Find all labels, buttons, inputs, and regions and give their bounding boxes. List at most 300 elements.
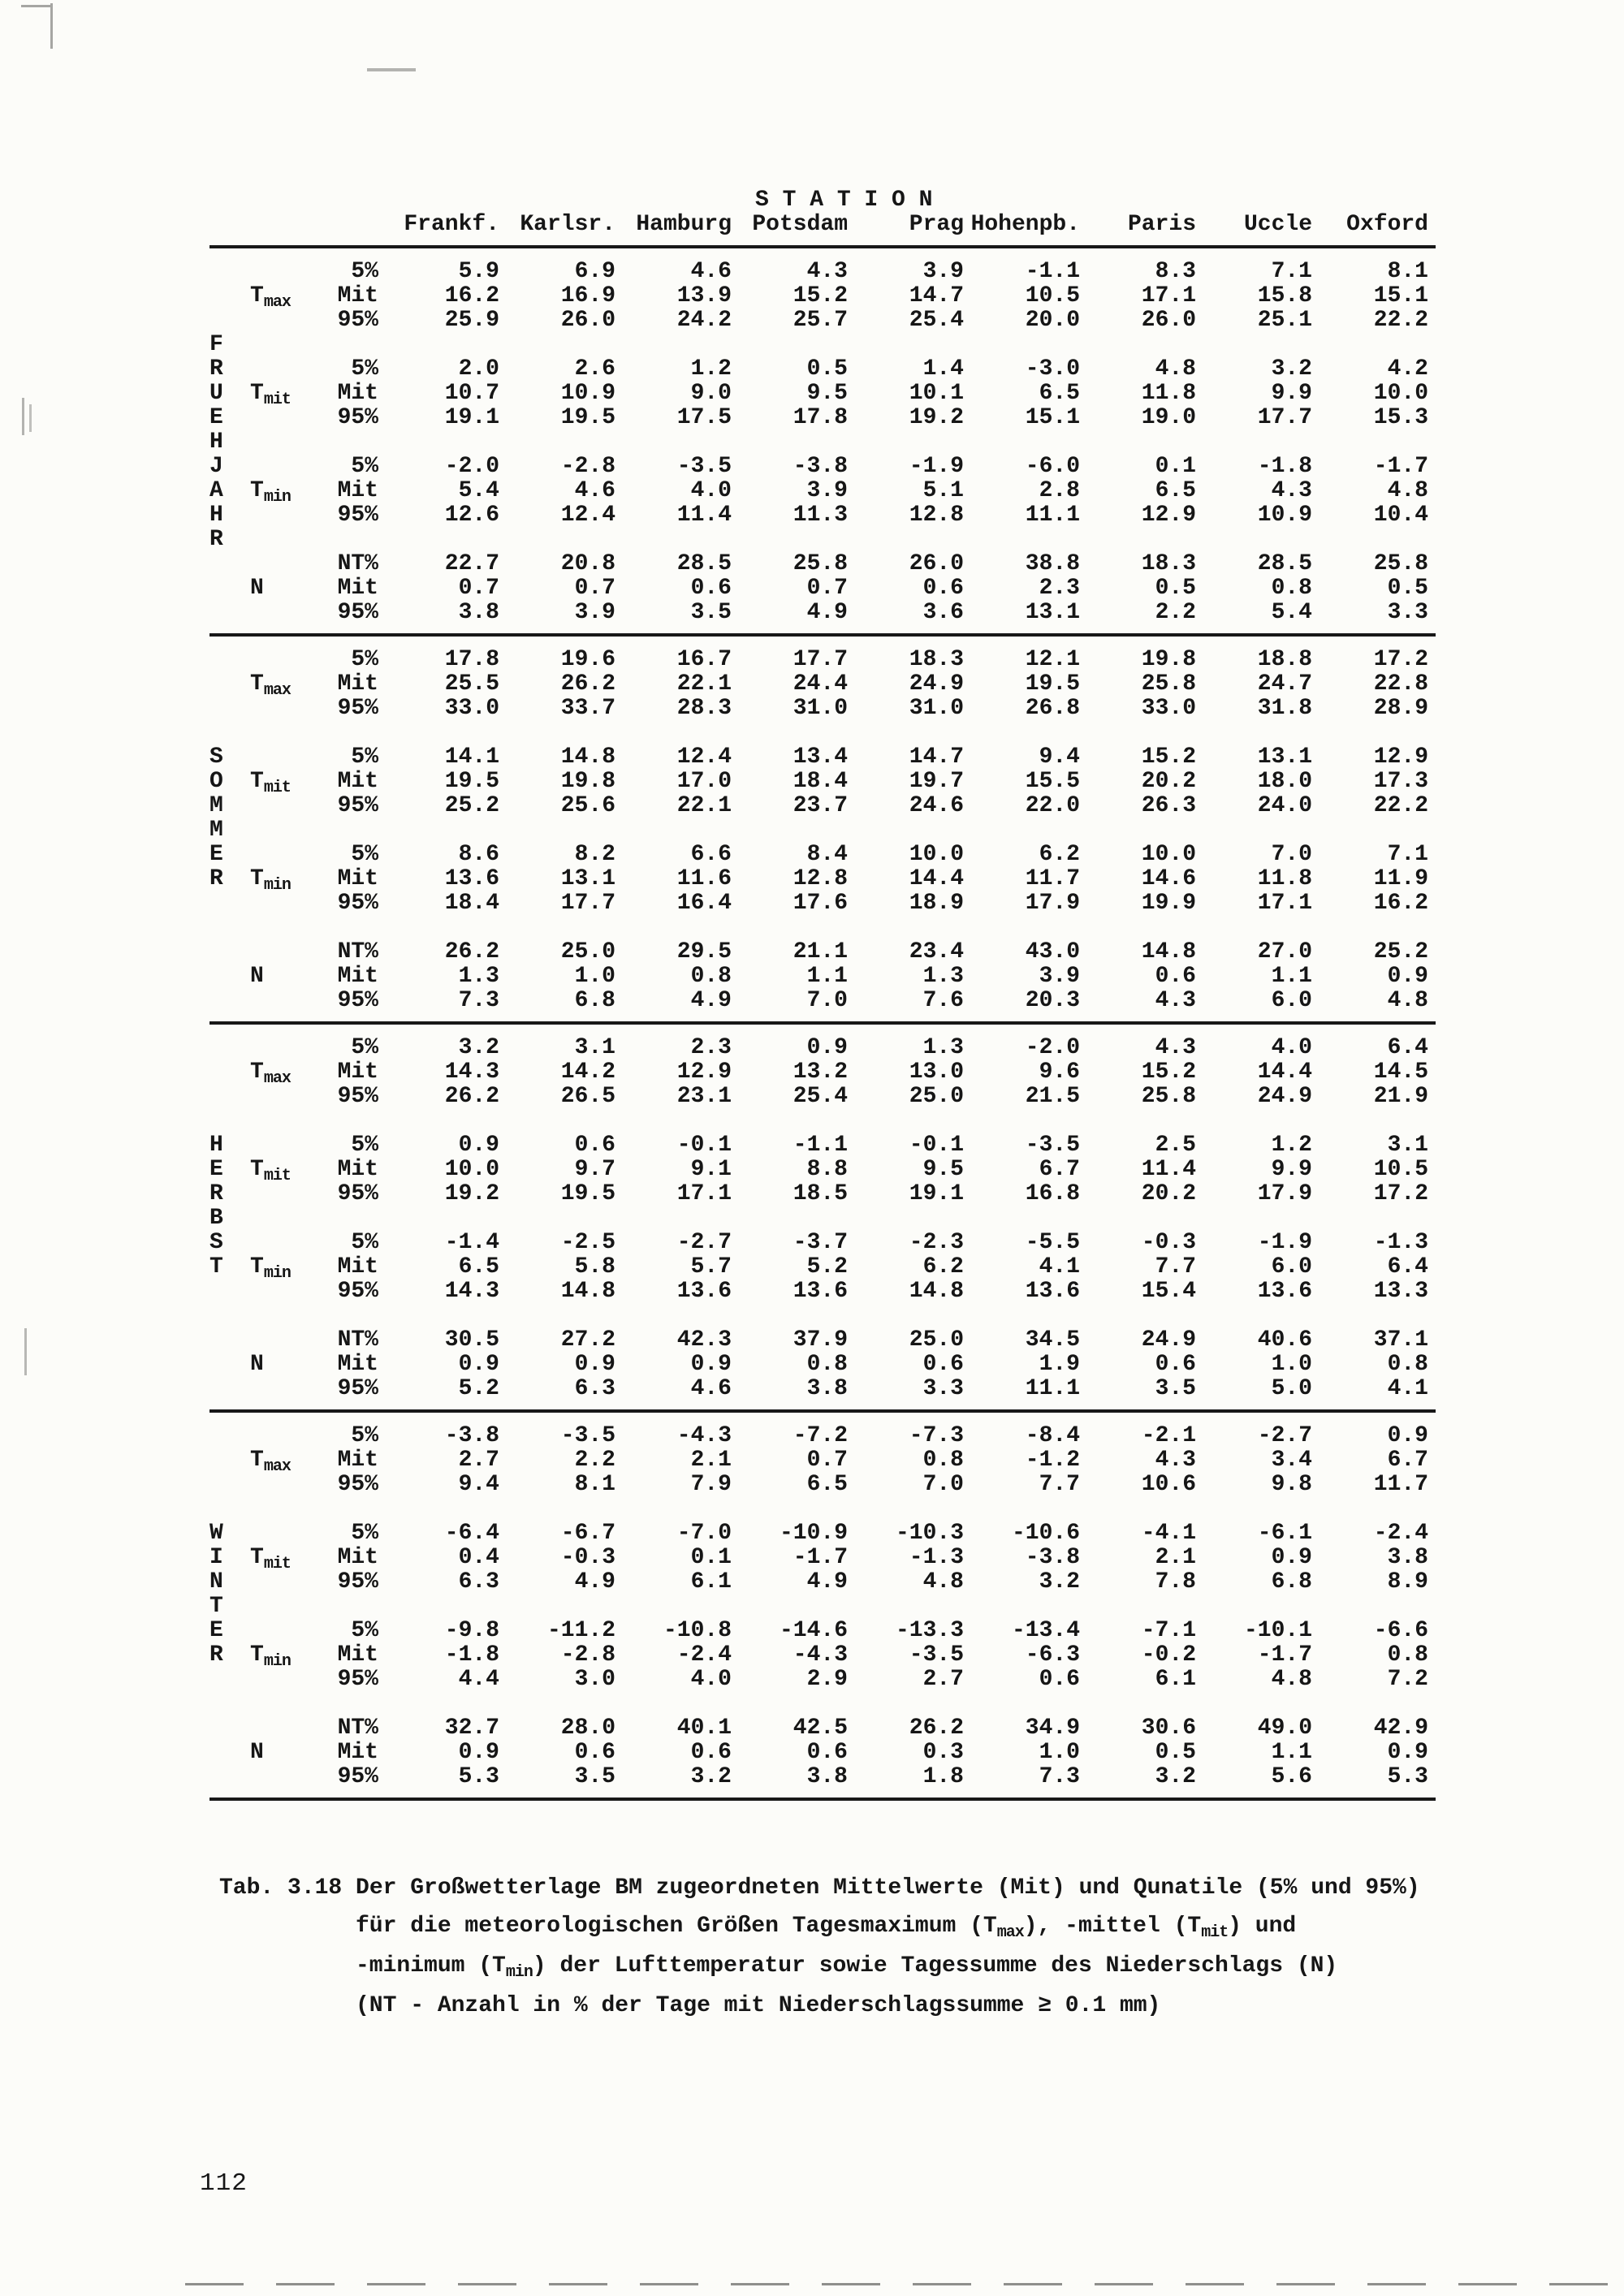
cell-value: 12.1 (1025, 647, 1080, 672)
table-row (209, 1424, 1436, 1448)
quantile-label: 95% (337, 1279, 378, 1304)
cell-value: 21.1 (793, 939, 848, 965)
cell-value: 5.0 (1271, 1376, 1312, 1401)
spacer (209, 213, 250, 237)
cell-value: 2.0 (458, 356, 499, 382)
caption-text: ), -mittel (T (1023, 1914, 1202, 1939)
cell-value: 31.8 (1257, 696, 1312, 721)
season-letter: H (209, 429, 223, 455)
variable-label (250, 601, 325, 625)
cell-value: 10.4 (1373, 503, 1428, 528)
table-row (209, 1254, 1436, 1283)
cell-value: 25.5 (444, 671, 499, 697)
variable-label (250, 1133, 325, 1158)
season-letter (209, 1692, 250, 1716)
cell-value: -10.8 (663, 1618, 732, 1643)
cell-value: 4.3 (1155, 988, 1196, 1013)
cell-value: 3.9 (574, 600, 615, 625)
cell-value: 21.9 (1373, 1084, 1428, 1109)
cell-value: 2.6 (574, 356, 615, 382)
cell-value: 12.9 (1141, 503, 1196, 528)
cell-value: 4.4 (458, 1667, 499, 1692)
cell-value: 2.7 (922, 1667, 964, 1692)
cell-value: -10.3 (895, 1521, 964, 1546)
season-letter (209, 1473, 250, 1497)
season-letter (209, 1668, 250, 1692)
cell-value: -1.2 (1025, 1448, 1080, 1473)
quantile-label: 5% (351, 647, 378, 672)
cell-value: 4.1 (1039, 1254, 1080, 1280)
quantile-label: 95% (337, 308, 378, 333)
spacer-row (209, 1206, 1436, 1231)
cell-value: 26.2 (560, 671, 615, 697)
variable-label (250, 1328, 325, 1353)
cell-value: 24.6 (909, 793, 964, 818)
cell-value: 6.5 (806, 1472, 848, 1497)
cell-value: 1.3 (458, 964, 499, 989)
cell-value: 15.2 (793, 283, 848, 309)
cell-value: -3.5 (1025, 1133, 1080, 1158)
cell-value: 0.8 (922, 1448, 964, 1473)
cell-value: 11.4 (676, 503, 732, 528)
cell-value: 14.7 (909, 283, 964, 309)
cell-value: 3.5 (690, 600, 732, 625)
season-letter (209, 1424, 250, 1448)
cell-value: 6.5 (458, 1254, 499, 1280)
season-letter (209, 891, 250, 916)
cell-value: 25.0 (909, 1084, 964, 1109)
caption-text: (NT - Anzahl in % der Tage mit Niederschlagssumme ≥ 0.1 mm) (356, 1993, 1161, 2018)
cell-value: 10.5 (1373, 1157, 1428, 1182)
cell-value: -10.9 (779, 1521, 848, 1546)
cell-value: 0.9 (458, 1352, 499, 1377)
variable-label (250, 794, 325, 818)
quantile-label: Mit (337, 769, 378, 794)
cell-value: -13.3 (895, 1618, 964, 1643)
cell-value: 20.8 (560, 551, 615, 576)
spacer-row (209, 1692, 1436, 1716)
variable-label (250, 1231, 325, 1255)
cell-value: 11.6 (676, 866, 732, 891)
cell-value: 6.2 (1039, 842, 1080, 867)
table-caption (219, 1869, 1551, 2025)
cell-value: 19.9 (1141, 891, 1196, 916)
cell-value: 0.9 (806, 1035, 848, 1060)
cell-value: 42.3 (676, 1327, 732, 1353)
cell-value: 7.6 (922, 988, 964, 1013)
cell-value: 18.0 (1257, 769, 1312, 794)
season-letter (209, 965, 250, 989)
table-row (209, 381, 1436, 409)
quantile-label: 5% (351, 1230, 378, 1255)
cell-value: 11.7 (1025, 866, 1080, 891)
table-row (209, 1716, 1436, 1741)
variable-subscript: mit (263, 391, 291, 409)
cell-value: 17.2 (1373, 647, 1428, 672)
caption-text: für die meteorologischen Größen Tagesmaximum (T (356, 1914, 997, 1939)
cell-value: 12.4 (676, 744, 732, 770)
cell-value: 24.9 (1141, 1327, 1196, 1353)
cell-value: 17.5 (676, 405, 732, 430)
cell-value: -6.0 (1025, 454, 1080, 479)
cell-value: 7.7 (1155, 1254, 1196, 1280)
cell-value: 13.0 (909, 1060, 964, 1085)
column-header: Frankf. (404, 212, 499, 237)
cell-value: 14.8 (1141, 939, 1196, 965)
variable-label (250, 843, 325, 867)
cell-value: 5.7 (690, 1254, 732, 1280)
cell-value: -7.3 (909, 1423, 964, 1448)
cell-value: -2.3 (909, 1230, 964, 1255)
cell-value: 23.1 (676, 1084, 732, 1109)
cell-value: 0.6 (806, 1740, 848, 1765)
cell-value: 26.2 (444, 1084, 499, 1109)
table-row (209, 891, 1436, 916)
cell-value: 42.5 (793, 1716, 848, 1741)
cell-value: 0.9 (574, 1352, 615, 1377)
table-row (209, 1668, 1436, 1692)
cell-value: 15.8 (1257, 283, 1312, 309)
cell-value: 10.6 (1141, 1472, 1196, 1497)
variable-label (250, 1619, 325, 1643)
cell-value: 4.6 (690, 1376, 732, 1401)
variable-subscript: mit (263, 779, 291, 797)
table-row (209, 260, 1436, 284)
cell-value: 13.1 (560, 866, 615, 891)
cell-value: 15.1 (1373, 283, 1428, 309)
cell-value: 6.0 (1271, 1254, 1312, 1280)
cell-value: 6.1 (1155, 1667, 1196, 1692)
season-letter: H (209, 503, 223, 528)
table-row (209, 745, 1436, 770)
variable-subscript: min (263, 1264, 291, 1283)
cell-value: -9.8 (444, 1618, 499, 1643)
cell-value: 0.6 (574, 1740, 615, 1765)
cell-value: 25.8 (1141, 671, 1196, 697)
cell-value: 32.7 (444, 1716, 499, 1741)
cell-value: 43.0 (1025, 939, 1080, 965)
cell-value: 2.8 (1039, 478, 1080, 503)
quantile-label: Mit (337, 478, 378, 503)
caption-text: mit (1201, 1923, 1229, 1942)
variable-subscript: mit (263, 1167, 291, 1185)
quantile-label: 5% (351, 259, 378, 284)
cell-value: 3.2 (1271, 356, 1312, 382)
variable-subscript: min (263, 488, 291, 507)
cell-value: 0.8 (690, 964, 732, 989)
cell-value: 6.3 (574, 1376, 615, 1401)
scan-artifact (29, 404, 32, 432)
cell-value: 10.0 (1373, 381, 1428, 406)
variable-label (250, 478, 325, 507)
cell-value: 8.1 (574, 1472, 615, 1497)
cell-value: 10.0 (909, 842, 964, 867)
variable-subscript: min (263, 1652, 291, 1671)
quantile-label: Mit (337, 381, 378, 406)
cell-value: 8.8 (806, 1157, 848, 1182)
quantile-label: 95% (337, 1376, 378, 1401)
cell-value: -0.2 (1141, 1642, 1196, 1668)
cell-value: 23.7 (793, 793, 848, 818)
variable-main: T (250, 381, 264, 406)
cell-value: 26.0 (909, 551, 964, 576)
variable-label (250, 1570, 325, 1595)
table-row (209, 697, 1436, 721)
cell-value: 24.9 (1257, 1084, 1312, 1109)
cell-value: 34.5 (1025, 1327, 1080, 1353)
cell-value: 12.9 (1373, 744, 1428, 770)
table-row (209, 1448, 1436, 1476)
cell-value: 4.0 (690, 478, 732, 503)
cell-value: 16.2 (444, 283, 499, 309)
cell-value: 4.2 (1387, 356, 1428, 382)
cell-value: 25.2 (1373, 939, 1428, 965)
season-letter: R (209, 356, 223, 382)
season-letter (209, 940, 250, 965)
table-row (209, 1765, 1436, 1789)
cell-value: 24.0 (1257, 793, 1312, 818)
cell-value: 17.3 (1373, 769, 1428, 794)
quantile-label: Mit (337, 576, 378, 601)
cell-value: 4.6 (574, 478, 615, 503)
cell-value: -13.4 (1011, 1618, 1080, 1643)
quantile-label: 5% (351, 356, 378, 382)
cell-value: 6.3 (458, 1569, 499, 1595)
cell-value: -1.7 (1257, 1642, 1312, 1668)
cell-value: 33.7 (560, 696, 615, 721)
cell-value: -3.8 (444, 1423, 499, 1448)
cell-value: 13.6 (444, 866, 499, 891)
cell-value: 1.1 (1271, 1740, 1312, 1765)
variable-subscript: max (263, 1457, 291, 1476)
cell-value: 6.6 (690, 842, 732, 867)
cell-value: 19.2 (444, 1181, 499, 1206)
season-letter (209, 989, 250, 1013)
variable-main: T (250, 1545, 264, 1570)
variable-label (250, 1521, 325, 1546)
quantile-label: 5% (351, 842, 378, 867)
cell-value: 2.1 (1155, 1545, 1196, 1570)
cell-value: 0.6 (690, 1740, 732, 1765)
variable-label (250, 1157, 325, 1185)
table-row (209, 1036, 1436, 1060)
cell-value: 3.9 (922, 259, 964, 284)
quantile-label: 95% (337, 405, 378, 430)
cell-value: 3.0 (574, 1667, 615, 1692)
cell-value: -1.3 (909, 1545, 964, 1570)
cell-value: 0.5 (1155, 1740, 1196, 1765)
cell-value: 19.1 (909, 1181, 964, 1206)
cell-value: 15.4 (1141, 1279, 1196, 1304)
cell-value: 4.8 (922, 1569, 964, 1595)
cell-value: 25.0 (909, 1327, 964, 1353)
cell-value: 12.8 (793, 866, 848, 891)
table-row (209, 940, 1436, 965)
station-header-row (209, 188, 1436, 213)
cell-value: 3.1 (574, 1035, 615, 1060)
spacer-row (209, 430, 1436, 455)
cell-value: 6.9 (574, 259, 615, 284)
cell-value: -14.6 (779, 1618, 848, 1643)
cell-value: 12.6 (444, 503, 499, 528)
variable-label (250, 576, 325, 601)
table-row (209, 843, 1436, 867)
cell-value: 5.3 (458, 1764, 499, 1789)
cell-value: 25.0 (560, 939, 615, 965)
season-letter: F (209, 332, 223, 357)
column-header-row (209, 213, 1436, 237)
spacer-row (209, 1497, 1436, 1521)
cell-value: 5.2 (806, 1254, 848, 1280)
cell-value: 4.1 (1387, 1376, 1428, 1401)
cell-value: 0.9 (1271, 1545, 1312, 1570)
cell-value: 17.0 (676, 769, 732, 794)
cell-value: 18.4 (444, 891, 499, 916)
season-letter: T (209, 1254, 223, 1280)
quantile-label: 5% (351, 744, 378, 770)
cell-value: -10.1 (1243, 1618, 1312, 1643)
cell-value: 3.2 (1155, 1764, 1196, 1789)
cell-value: -1.9 (1257, 1230, 1312, 1255)
cell-value: 0.8 (1271, 576, 1312, 601)
cell-value: 1.3 (922, 964, 964, 989)
cell-value: 28.5 (676, 551, 732, 576)
column-header: Paris (1127, 212, 1196, 237)
variable-label (250, 1060, 325, 1088)
spacer-row (209, 721, 1436, 745)
cell-value: 1.0 (1271, 1352, 1312, 1377)
cell-value: 19.5 (560, 1181, 615, 1206)
season-letter: S (209, 1230, 223, 1255)
table-row (209, 552, 1436, 576)
cell-value: -1.3 (1373, 1230, 1428, 1255)
variable-label (250, 965, 325, 989)
quantile-label: 95% (337, 696, 378, 721)
cell-value: 25.2 (444, 793, 499, 818)
season-letter: H (209, 1133, 223, 1158)
season-letter: T (209, 1594, 223, 1619)
cell-value: 19.8 (1141, 647, 1196, 672)
season-letter: N (209, 1569, 223, 1595)
cell-value: 31.0 (909, 696, 964, 721)
cell-value: 0.9 (458, 1133, 499, 1158)
cell-value: 4.3 (1155, 1448, 1196, 1473)
cell-value: -1.8 (444, 1642, 499, 1668)
table-row (209, 1619, 1436, 1643)
variable-label (250, 671, 325, 700)
cell-value: 7.0 (922, 1472, 964, 1497)
cell-value: 18.5 (793, 1181, 848, 1206)
season-letter (209, 1353, 250, 1377)
cell-value: -7.2 (793, 1423, 848, 1448)
cell-value: -7.0 (676, 1521, 732, 1546)
cell-value: -2.1 (1141, 1423, 1196, 1448)
quantile-label: 5% (351, 1133, 378, 1158)
cell-value: 19.2 (909, 405, 964, 430)
quantile-label: Mit (337, 1157, 378, 1182)
variable-label (250, 1642, 325, 1671)
cell-value: 5.4 (458, 478, 499, 503)
cell-value: 23.4 (909, 939, 964, 965)
variable-label (250, 1545, 325, 1573)
cell-value: 14.6 (1141, 866, 1196, 891)
scan-artifact (50, 3, 53, 49)
season-letter: R (209, 1181, 223, 1206)
cell-value: 12.9 (676, 1060, 732, 1085)
cell-value: 5.1 (922, 478, 964, 503)
cell-value: 3.3 (922, 1376, 964, 1401)
table-row (209, 1133, 1436, 1158)
cell-value: 2.3 (690, 1035, 732, 1060)
quantile-label: Mit (337, 1545, 378, 1570)
cell-value: -6.1 (1257, 1521, 1312, 1546)
cell-value: 10.1 (909, 381, 964, 406)
table-row (209, 1231, 1436, 1255)
quantile-label: Mit (337, 671, 378, 697)
variable-main: N (250, 964, 264, 989)
scan-artifact (185, 2283, 1616, 2285)
variable-main: N (250, 1740, 264, 1765)
cell-value: 1.9 (1039, 1352, 1080, 1377)
cell-value: 20.0 (1025, 308, 1080, 333)
cell-value: 26.8 (1025, 696, 1080, 721)
cell-value: 24.7 (1257, 671, 1312, 697)
cell-value: 17.9 (1025, 891, 1080, 916)
cell-value: 3.2 (1039, 1569, 1080, 1595)
cell-value: 26.0 (560, 308, 615, 333)
cell-value: 12.4 (560, 503, 615, 528)
cell-value: 0.1 (1155, 454, 1196, 479)
cell-value: 10.7 (444, 381, 499, 406)
scan-artifact (22, 398, 24, 435)
quantile-label: 95% (337, 891, 378, 916)
cell-value: 19.0 (1141, 405, 1196, 430)
cell-value: 11.1 (1025, 503, 1080, 528)
caption-text: ) und (1228, 1914, 1297, 1939)
cell-value: 8.9 (1387, 1569, 1428, 1595)
cell-value: 22.1 (676, 793, 732, 818)
cell-value: 7.2 (1387, 1667, 1428, 1692)
cell-value: 18.3 (1141, 551, 1196, 576)
cell-value: 0.9 (1387, 1740, 1428, 1765)
cell-value: 13.9 (676, 283, 732, 309)
cell-value: 3.5 (574, 1764, 615, 1789)
season-letter (209, 1109, 250, 1133)
caption-text: Tab. 3.18 Der Großwetterlage BM zugeordneten Mittelwerte (Mit) und Qunatile (5% und 95%) (219, 1875, 1420, 1901)
cell-value: 6.5 (1039, 381, 1080, 406)
table-row (209, 1353, 1436, 1377)
season-letter (209, 1497, 250, 1521)
cell-value: 11.3 (793, 503, 848, 528)
season-letter (209, 916, 250, 940)
cell-value: 4.6 (690, 259, 732, 284)
table-row (209, 1473, 1436, 1497)
cell-value: 7.1 (1387, 842, 1428, 867)
column-header: Prag (909, 212, 964, 237)
season-letter: E (209, 842, 223, 867)
cell-value: -3.8 (793, 454, 848, 479)
cell-value: 4.8 (1271, 1667, 1312, 1692)
cell-value: 3.8 (458, 600, 499, 625)
cell-value: 0.6 (574, 1133, 615, 1158)
cell-value: 3.8 (806, 1376, 848, 1401)
season-letter: E (209, 1618, 223, 1643)
cell-value: 13.2 (793, 1060, 848, 1085)
cell-value: 0.5 (1387, 576, 1428, 601)
variable-main: T (250, 769, 264, 794)
cell-value: 14.5 (1373, 1060, 1428, 1085)
cell-value: 4.0 (690, 1667, 732, 1692)
